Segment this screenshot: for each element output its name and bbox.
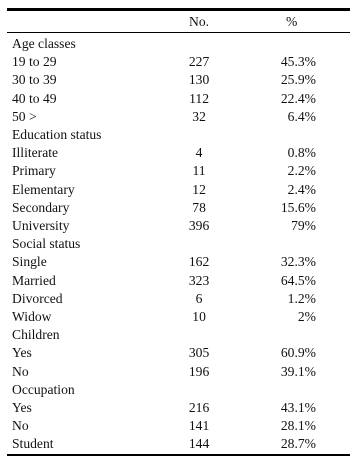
- table-row: [7, 272, 350, 290]
- table-row: [7, 181, 350, 199]
- row-count: 11: [192, 163, 206, 179]
- row-label: Primary: [12, 163, 56, 179]
- row-label: 50 >: [12, 108, 37, 124]
- header-label-column: [7, 10, 165, 33]
- row-count: 4: [195, 145, 203, 161]
- row-percent: 25.9%: [280, 72, 316, 88]
- demographics-table: [7, 8, 350, 456]
- table-row: [7, 199, 350, 217]
- row-label: No: [12, 418, 29, 434]
- section-header-row: [7, 326, 350, 344]
- row-percent: 28.1%: [280, 418, 316, 434]
- table-row: [7, 308, 350, 326]
- section-title: Age classes: [12, 36, 76, 51]
- table-row: [7, 71, 350, 89]
- row-label: Illiterate: [12, 145, 59, 161]
- table-body: [7, 33, 350, 455]
- header-row: [7, 10, 350, 33]
- row-label: Student: [12, 436, 54, 452]
- section-title: Education status: [12, 127, 102, 143]
- row-count: 32: [192, 108, 206, 124]
- row-count: 323: [188, 272, 210, 288]
- row-percent: 28.7%: [280, 436, 316, 452]
- row-percent: 79%: [291, 218, 316, 234]
- section-title: Social status: [12, 236, 81, 252]
- row-label: Yes: [12, 400, 32, 416]
- section-header-row: [7, 235, 350, 253]
- table-row: [7, 344, 350, 362]
- row-count: 112: [189, 90, 209, 106]
- row-label: 19 to 29: [12, 54, 57, 70]
- table-row: [7, 108, 350, 126]
- row-label: Yes: [12, 345, 32, 361]
- section-header-row: [7, 381, 350, 399]
- header-count-column: No.: [165, 10, 234, 33]
- row-count: 6: [195, 290, 203, 306]
- row-count: 305: [188, 345, 210, 361]
- row-label: University: [12, 218, 70, 234]
- table-row: [7, 435, 350, 454]
- table-header: [7, 10, 350, 33]
- row-count: 10: [192, 309, 206, 325]
- row-label: Divorced: [12, 290, 63, 306]
- section-header-row: [7, 33, 350, 54]
- row-percent: 22.4%: [280, 90, 316, 106]
- row-percent: 39.1%: [280, 363, 316, 379]
- header-percent-column: %: [233, 10, 350, 33]
- row-percent: 60.9%: [280, 345, 316, 361]
- table-row: [7, 363, 350, 381]
- row-count: 141: [188, 418, 210, 434]
- row-label: Elementary: [12, 181, 75, 197]
- row-percent: 2.2%: [287, 163, 316, 179]
- table-row: [7, 399, 350, 417]
- row-percent: 43.1%: [280, 400, 316, 416]
- table-row: [7, 53, 350, 71]
- row-count: 196: [188, 363, 210, 379]
- table-row: [7, 217, 350, 235]
- row-label: 30 to 39: [12, 72, 57, 88]
- row-count: 144: [188, 436, 210, 452]
- section-title: Occupation: [12, 381, 75, 397]
- row-count: 162: [188, 254, 210, 270]
- row-percent: 32.3%: [280, 254, 316, 270]
- row-percent: 15.6%: [280, 199, 316, 215]
- row-percent: 2%: [297, 309, 316, 325]
- row-count: 216: [188, 400, 210, 416]
- row-count: 12: [192, 181, 206, 197]
- row-label: Married: [12, 272, 56, 288]
- table-row: [7, 290, 350, 308]
- table-row: [7, 253, 350, 271]
- demographics-table-container: [7, 8, 350, 456]
- row-percent: 64.5%: [280, 272, 316, 288]
- row-percent: 1.2%: [287, 290, 316, 306]
- row-label: Widow: [12, 309, 52, 325]
- row-percent: 6.4%: [287, 108, 316, 124]
- row-count: 227: [188, 54, 210, 70]
- table-row: [7, 417, 350, 435]
- row-label: 40 to 49: [12, 90, 57, 106]
- table-row: [7, 162, 350, 180]
- row-label: Single: [12, 254, 47, 270]
- row-label: No: [12, 363, 29, 379]
- table-row: [7, 144, 350, 162]
- row-count: 130: [188, 72, 210, 88]
- row-count: 78: [192, 199, 206, 215]
- row-count: 396: [188, 218, 210, 234]
- row-percent: 0.8%: [287, 145, 316, 161]
- section-title: Children: [12, 327, 60, 343]
- table-row: [7, 90, 350, 108]
- row-label: Secondary: [12, 199, 70, 215]
- section-header-row: [7, 126, 350, 144]
- row-percent: 45.3%: [280, 54, 316, 70]
- row-percent: 2.4%: [287, 181, 316, 197]
